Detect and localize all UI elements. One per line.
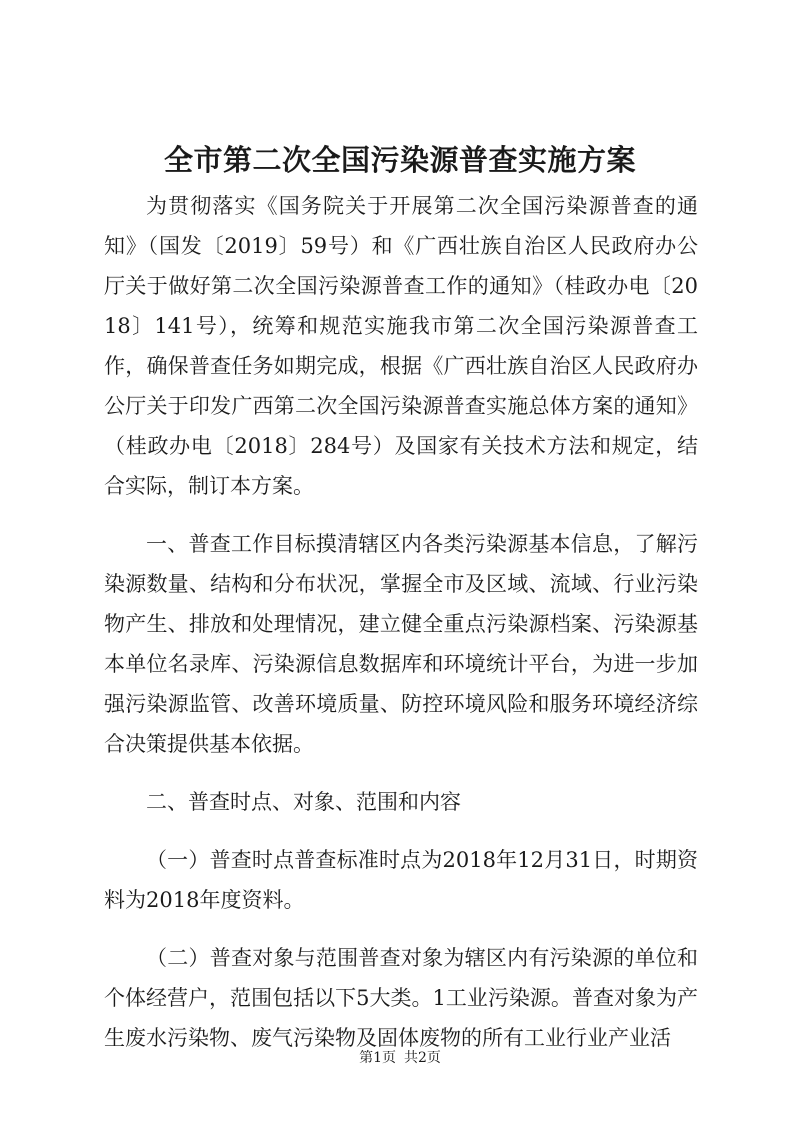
paragraph-goals: 一、普查工作目标摸清辖区内各类污染源基本信息，了解污染源数量、结构和分布状况，掌握全市及区域、流域、行业污染物产生、排放和处理情况，建立健全重点污染源档案、污染源基本单位名录库、污染源信息数据库和环境统计平台，为进一步加强污染源监管、改善环境质量、防控环境风险和服务环境经济综合决策提供基本依据。 xyxy=(104,532,698,756)
paragraph-census-scope: （二）普查对象与范围普查对象为辖区内有污染源的单位和个体经营户，范围包括以下5大类。1工业污染源。普查对象为产生废水污染物、废气污染物及固体废物的所有工业行业产业活 xyxy=(104,946,698,1050)
section-heading-2: 二、普查时点、对象、范围和内容 xyxy=(146,790,461,814)
document-title: 全市第二次全国污染源普查实施方案 xyxy=(163,143,636,177)
document-body xyxy=(104,186,698,1076)
page-footer xyxy=(0,1048,800,1068)
paragraph-intro: 为贯彻落实《国务院关于开展第二次全国污染源普查的通知》（国发〔2019〕59号）和《广西壮族自治区人民政府办公厅关于做好第二次全国污染源普查工作的通知》（桂政办电〔2018〕141号），统筹和规范实施我市第二次全国污染源普查工作，确保普查任务如期完成，根据《广西壮族自治区人民政府办公厅关于印发广西第二次全国污染源普查实施总体方案的通知》（桂政办电〔2018〕284号）及国家有关技术方法和规定，结合实际，制订本方案。 xyxy=(104,194,698,498)
page-number: 第1页 xyxy=(359,1050,396,1066)
page-total: 共2页 xyxy=(404,1050,441,1066)
paragraph-census-time: （一）普查时点普查标准时点为2018年12月31日，时期资料为2018年度资料。 xyxy=(104,848,698,912)
